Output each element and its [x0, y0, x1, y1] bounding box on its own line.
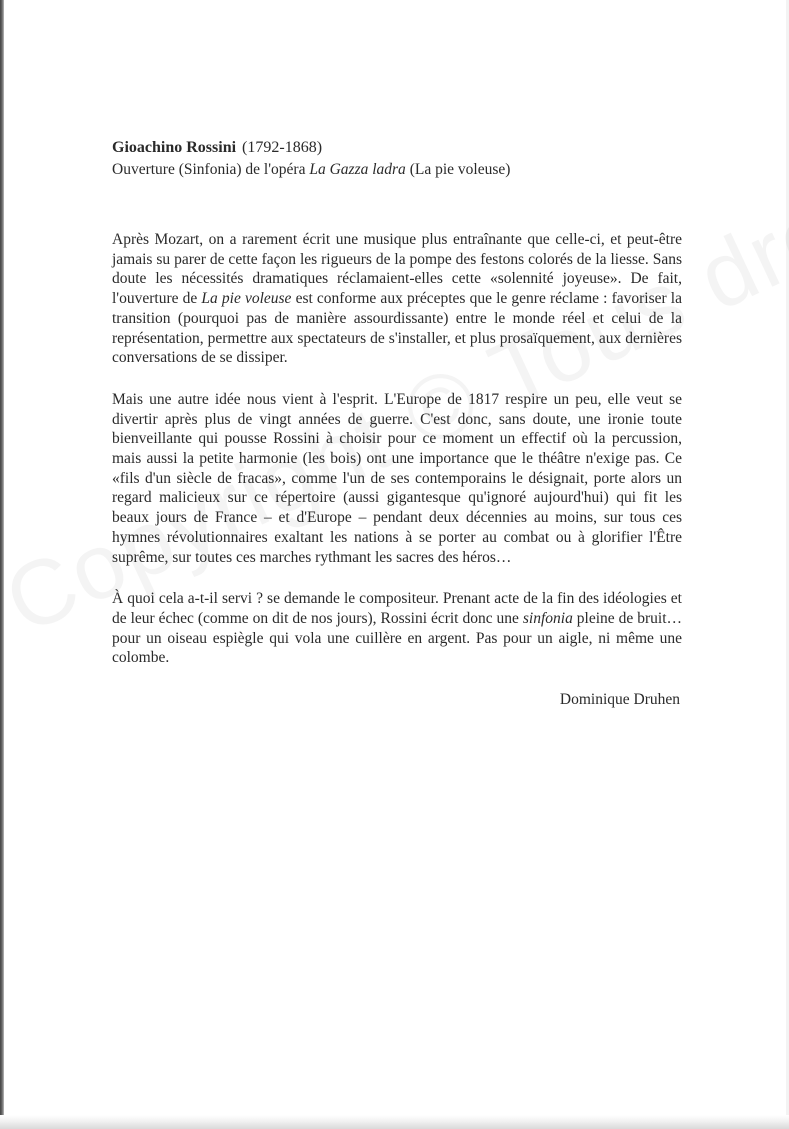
paragraph-1-text-a: Après Mozart, on a rarement écrit une musique plus entraînante que celle-ci, et peut-être jamais su parer de cette façon les rigueurs de la pompe des festons colorés de la liesse. Sans doute les nécessités dramatiques réclamaient-elles cette «solennité joyeuse». De fait, l'ouverture de	[112, 231, 682, 308]
paragraph-3-text-a: À quoi cela a-t-il servi ? se demande le compositeur. Prenant acte de la fin des idéologies et de leur échec (comme on dit de nos jours), Rossini écrit donc une	[112, 590, 682, 627]
paragraph-1	[112, 230, 682, 368]
paragraph-3-italic: sinfonia	[522, 609, 573, 627]
author-signature: Dominique Druhen	[559, 691, 680, 708]
paragraph-3	[112, 589, 682, 668]
work-suffix: (La pie voleuse)	[405, 161, 511, 178]
work-title-line	[112, 159, 692, 181]
paragraph-1-italic: La pie voleuse	[201, 290, 292, 308]
composer-line	[112, 137, 692, 159]
program-note-header	[112, 137, 692, 181]
composer-name: Gioachino Rossini	[112, 139, 237, 156]
program-note-body	[112, 230, 682, 668]
scan-edge-left	[0, 0, 4, 1129]
paragraph-2: Mais une autre idée nous vient à l'esprit. L'Europe de 1817 respire un peu, elle veut se divertir après plus de vingt années de guerre. C'est donc, sans doute, une ironie toute bienveillante qui pousse Rossini à choisir pour ce moment un effectif où la percussion, mais aussi la petite harmonie (les bois) ont une importance que le théâtre n'exige pas. Ce «fils d'un siècle de fracas», comme l'un de ses contemporains le désignait, porte alors un regard malicieux sur ce répertoire (aussi gigantesque qu'ignoré aujourd'hui) qui fit les beaux jours de France – et d'Europe – pendant deux décennies au moins, sur tous ces hymnes révolutionnaires exaltant les nations à se porter au combat ou à glorifier l'Être suprême, sur toutes ces marches rythmant les sacres des héros…	[112, 390, 682, 566]
paragraph-1-text-b: est conforme aux préceptes que le genre réclame : favoriser la transition (pourquoi pas de manière assourdissante) entre le monde réel et celui de la représentation, permettre aux spectateurs de s'installer, et plus prosaïquement, aux dernières conversations de se dissiper.	[112, 290, 682, 367]
composer-dates: (1792-1868)	[242, 139, 323, 156]
paragraph-3-text-b: pleine de bruit… pour un oiseau espiègle qui vola une cuillère en argent. Pas pour un aigle, ni même une colombe.	[112, 609, 682, 667]
work-title: La Gazza ladra	[309, 161, 406, 178]
work-prefix: Ouverture (Sinfonia) de l'opéra	[112, 161, 310, 178]
scan-edge-bottom	[0, 1115, 789, 1129]
